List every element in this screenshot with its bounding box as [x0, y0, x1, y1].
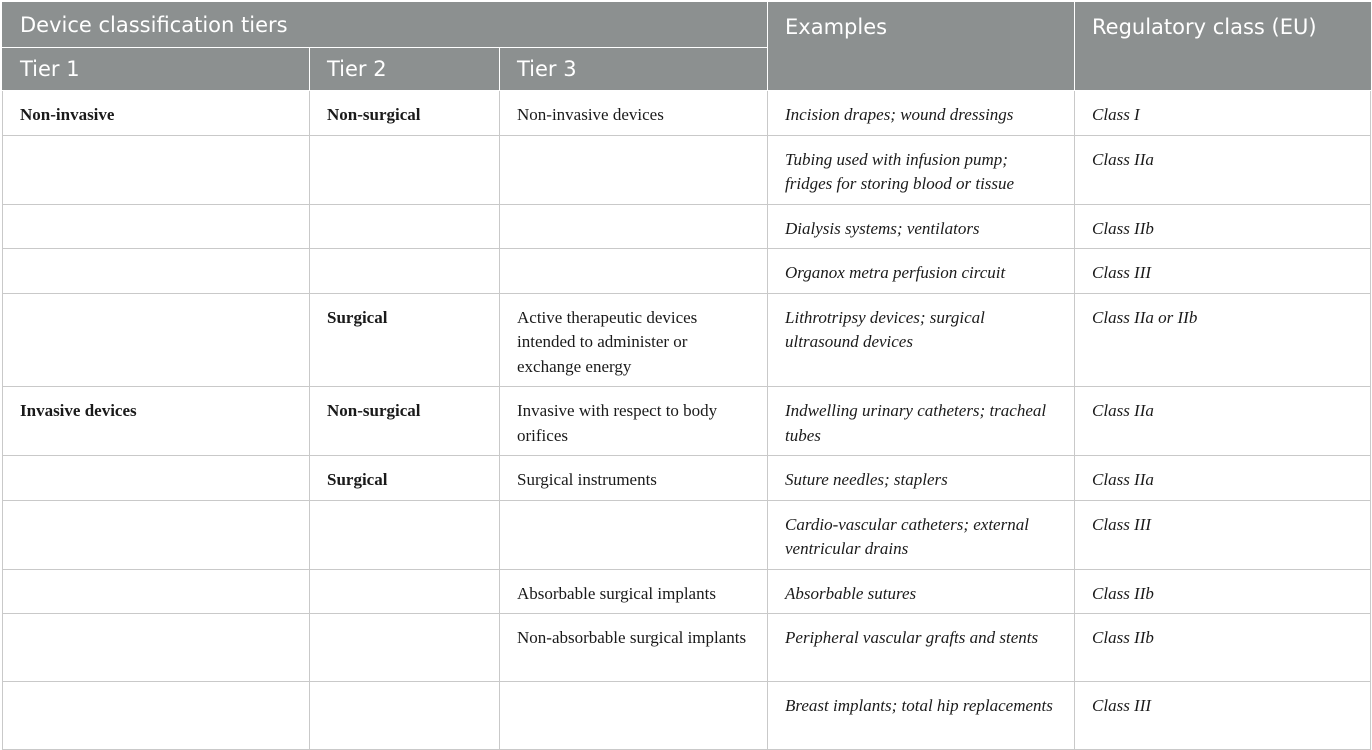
header-device-classification-tiers: Device classification tiers	[3, 3, 768, 48]
examples-cell: Incision drapes; wound dressings	[768, 91, 1075, 136]
header-regulatory-class: Regulatory class (EU)	[1075, 3, 1371, 91]
examples-cell: Breast implants; total hip replacements	[768, 682, 1075, 750]
examples-cell: Tubing used with infusion pump; fridges for storing blood or tissue	[768, 135, 1075, 204]
tier3-cell: Surgical instruments	[500, 456, 768, 501]
tier3-cell	[500, 135, 768, 204]
tier2-cell: Non-surgical	[310, 91, 500, 136]
header-tier3: Tier 3	[500, 48, 768, 91]
examples-cell: Peripheral vascular grafts and stents	[768, 614, 1075, 682]
table-row	[3, 293, 1371, 387]
tier3-cell	[500, 500, 768, 569]
tier2-cell	[310, 249, 500, 294]
examples-cell: Cardio-vascular catheters; external ventricular drains	[768, 500, 1075, 569]
examples-cell: Organox metra perfusion circuit	[768, 249, 1075, 294]
tier1-cell	[3, 682, 310, 750]
tier2-cell	[310, 204, 500, 249]
tier1-cell	[3, 569, 310, 614]
examples-cell: Indwelling urinary catheters; tracheal tubes	[768, 387, 1075, 456]
tier3-cell: Non-absorbable surgical implants	[500, 614, 768, 682]
tier3-cell	[500, 682, 768, 750]
table-row	[3, 569, 1371, 614]
tier1-cell	[3, 500, 310, 569]
class-cell: Class IIa or IIb	[1075, 293, 1371, 387]
class-cell: Class III	[1075, 249, 1371, 294]
tier1-cell	[3, 614, 310, 682]
header-tier2: Tier 2	[310, 48, 500, 91]
examples-cell: Absorbable sutures	[768, 569, 1075, 614]
tier2-cell	[310, 682, 500, 750]
table-row	[3, 135, 1371, 204]
class-cell: Class I	[1075, 91, 1371, 136]
table-row	[3, 204, 1371, 249]
tier1-cell	[3, 293, 310, 387]
tier3-cell: Absorbable surgical implants	[500, 569, 768, 614]
tier2-cell	[310, 135, 500, 204]
table-row	[3, 500, 1371, 569]
tier1-cell	[3, 456, 310, 501]
tier2-cell	[310, 569, 500, 614]
tier3-cell: Invasive with respect to body orifices	[500, 387, 768, 456]
tier2-cell: Surgical	[310, 456, 500, 501]
class-cell: Class IIa	[1075, 456, 1371, 501]
examples-cell: Dialysis systems; ventilators	[768, 204, 1075, 249]
tier3-cell: Active therapeutic devices intended to administer or exchange energy	[500, 293, 768, 387]
table-row	[3, 682, 1371, 750]
tier1-cell: Non-invasive	[3, 91, 310, 136]
tier3-cell: Non-invasive devices	[500, 91, 768, 136]
tier2-cell	[310, 500, 500, 569]
class-cell: Class IIb	[1075, 569, 1371, 614]
header-examples: Examples	[768, 3, 1075, 91]
device-classification-table	[2, 2, 1371, 750]
examples-cell: Lithrotripsy devices; surgical ultrasound devices	[768, 293, 1075, 387]
table-row	[3, 387, 1371, 456]
class-cell: Class IIa	[1075, 135, 1371, 204]
tier3-cell	[500, 249, 768, 294]
tier2-cell: Surgical	[310, 293, 500, 387]
header-tier1: Tier 1	[3, 48, 310, 91]
tier1-cell	[3, 249, 310, 294]
tier2-cell	[310, 614, 500, 682]
class-cell: Class IIa	[1075, 387, 1371, 456]
tier2-cell: Non-surgical	[310, 387, 500, 456]
class-cell: Class III	[1075, 500, 1371, 569]
class-cell: Class IIb	[1075, 614, 1371, 682]
table-row	[3, 456, 1371, 501]
tier1-cell	[3, 135, 310, 204]
tier1-cell: Invasive devices	[3, 387, 310, 456]
table-row	[3, 91, 1371, 136]
class-cell: Class IIb	[1075, 204, 1371, 249]
table-row	[3, 614, 1371, 682]
tier1-cell	[3, 204, 310, 249]
examples-cell: Suture needles; staplers	[768, 456, 1075, 501]
tier3-cell	[500, 204, 768, 249]
table-row	[3, 249, 1371, 294]
class-cell: Class III	[1075, 682, 1371, 750]
